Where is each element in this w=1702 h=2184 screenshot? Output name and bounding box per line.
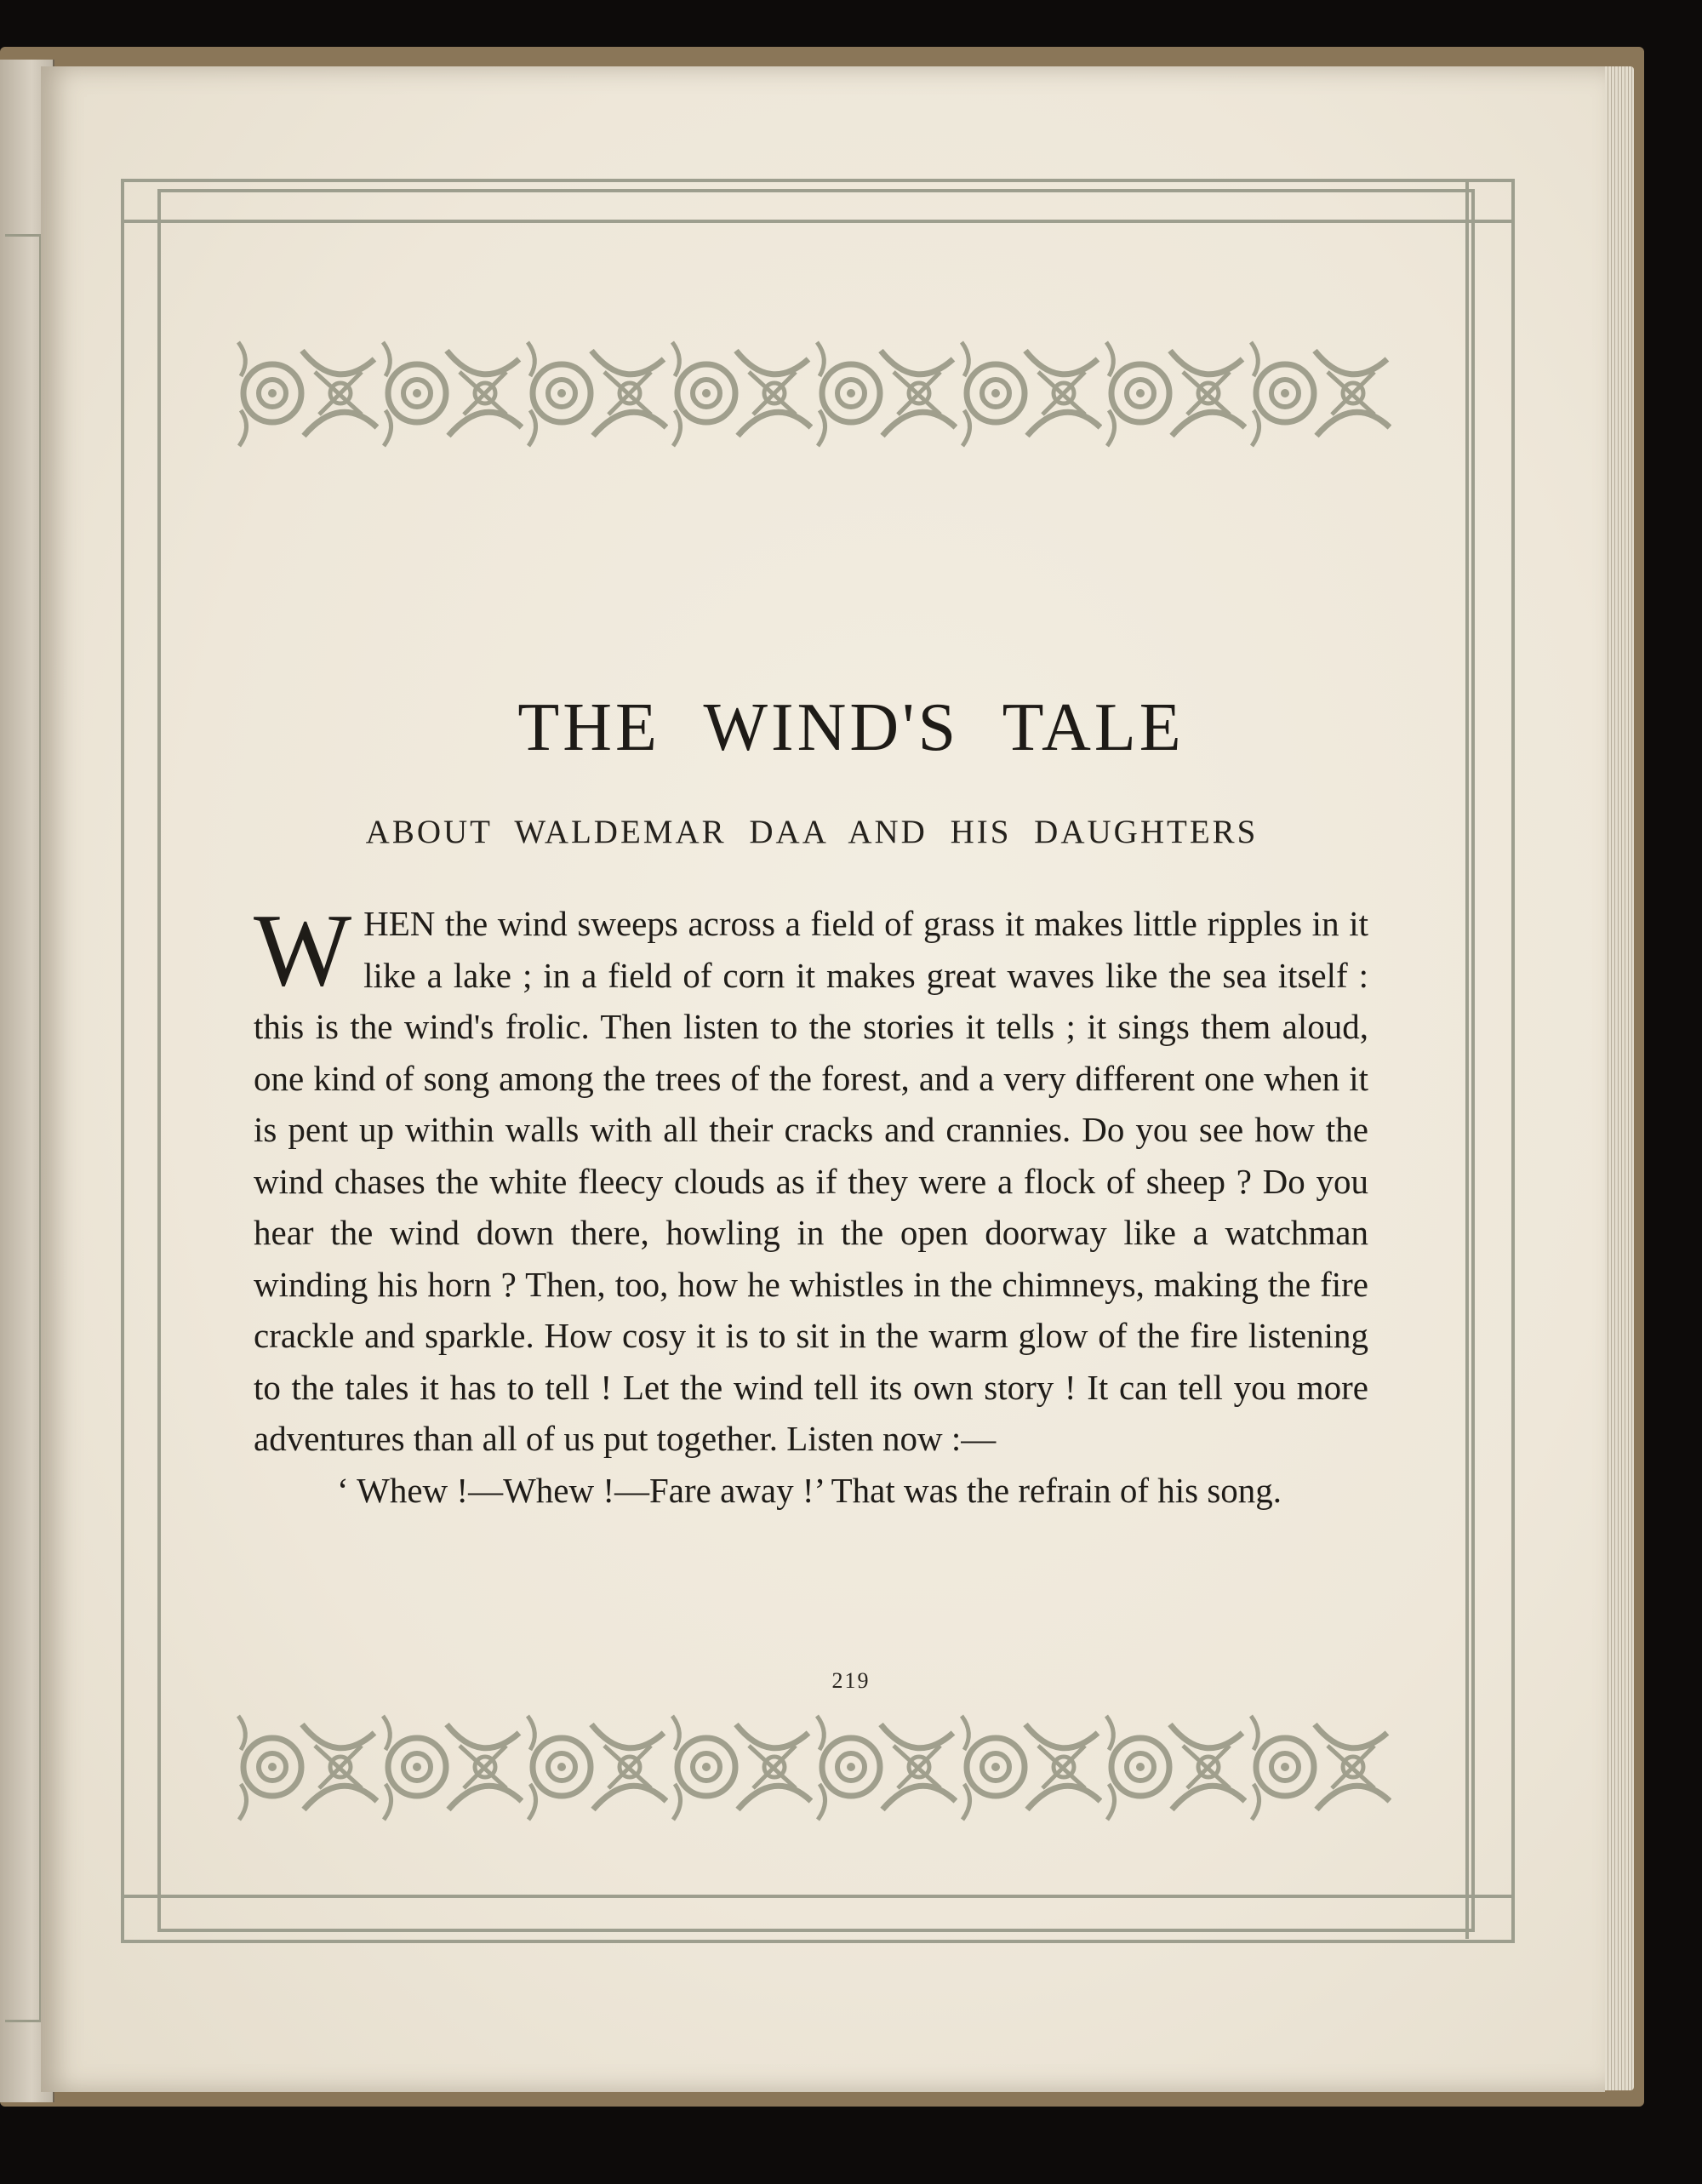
paragraph-2: ‘ Whew !—Whew !—Fare away !’ That was the refrain of his song. [337, 1470, 1282, 1510]
bottom-ornament-band [234, 1707, 1391, 1827]
top-ornament-band [234, 334, 1391, 453]
frame-bottom-rule [121, 1895, 1511, 1898]
chapter-subtitle: ABOUT WALDEMAR DAA AND HIS DAUGHTERS [365, 814, 1259, 850]
drop-cap: W [254, 893, 352, 1008]
chapter-title: THE WIND'S TALE [517, 690, 1185, 765]
chapter-body [254, 893, 1368, 1516]
page-number: 219 [831, 1668, 871, 1693]
paragraph-1-text: HEN the wind sweeps across a field of grass it makes little ripples in it like a lake ; in a field of corn it makes great waves like the sea itself : this is the wind's frolic. Then listen to the stories it tells ; it sings them aloud, one kind of song among the trees of the forest, and a very different one when it is pent up within walls with all their cracks and crannies. Do you see how the wind chases the white fleecy clouds as if they were a flock of sheep ? Do you hear the wind down there, howling in the open doorway like a watchman winding his horn ? Then, too, how he whistles in the chimneys, making the fire crackle and sparkle. How cosy it is to sit in the warm glow of the fire listening to the tales it has to tell ! Let the wind tell its own story ! It can tell you more adventures than all of us put together. Listen now :— [254, 904, 1368, 1458]
paragraph-1 [254, 893, 1368, 1465]
frame-top-rule [121, 220, 1511, 223]
left-page-border [5, 234, 42, 2022]
